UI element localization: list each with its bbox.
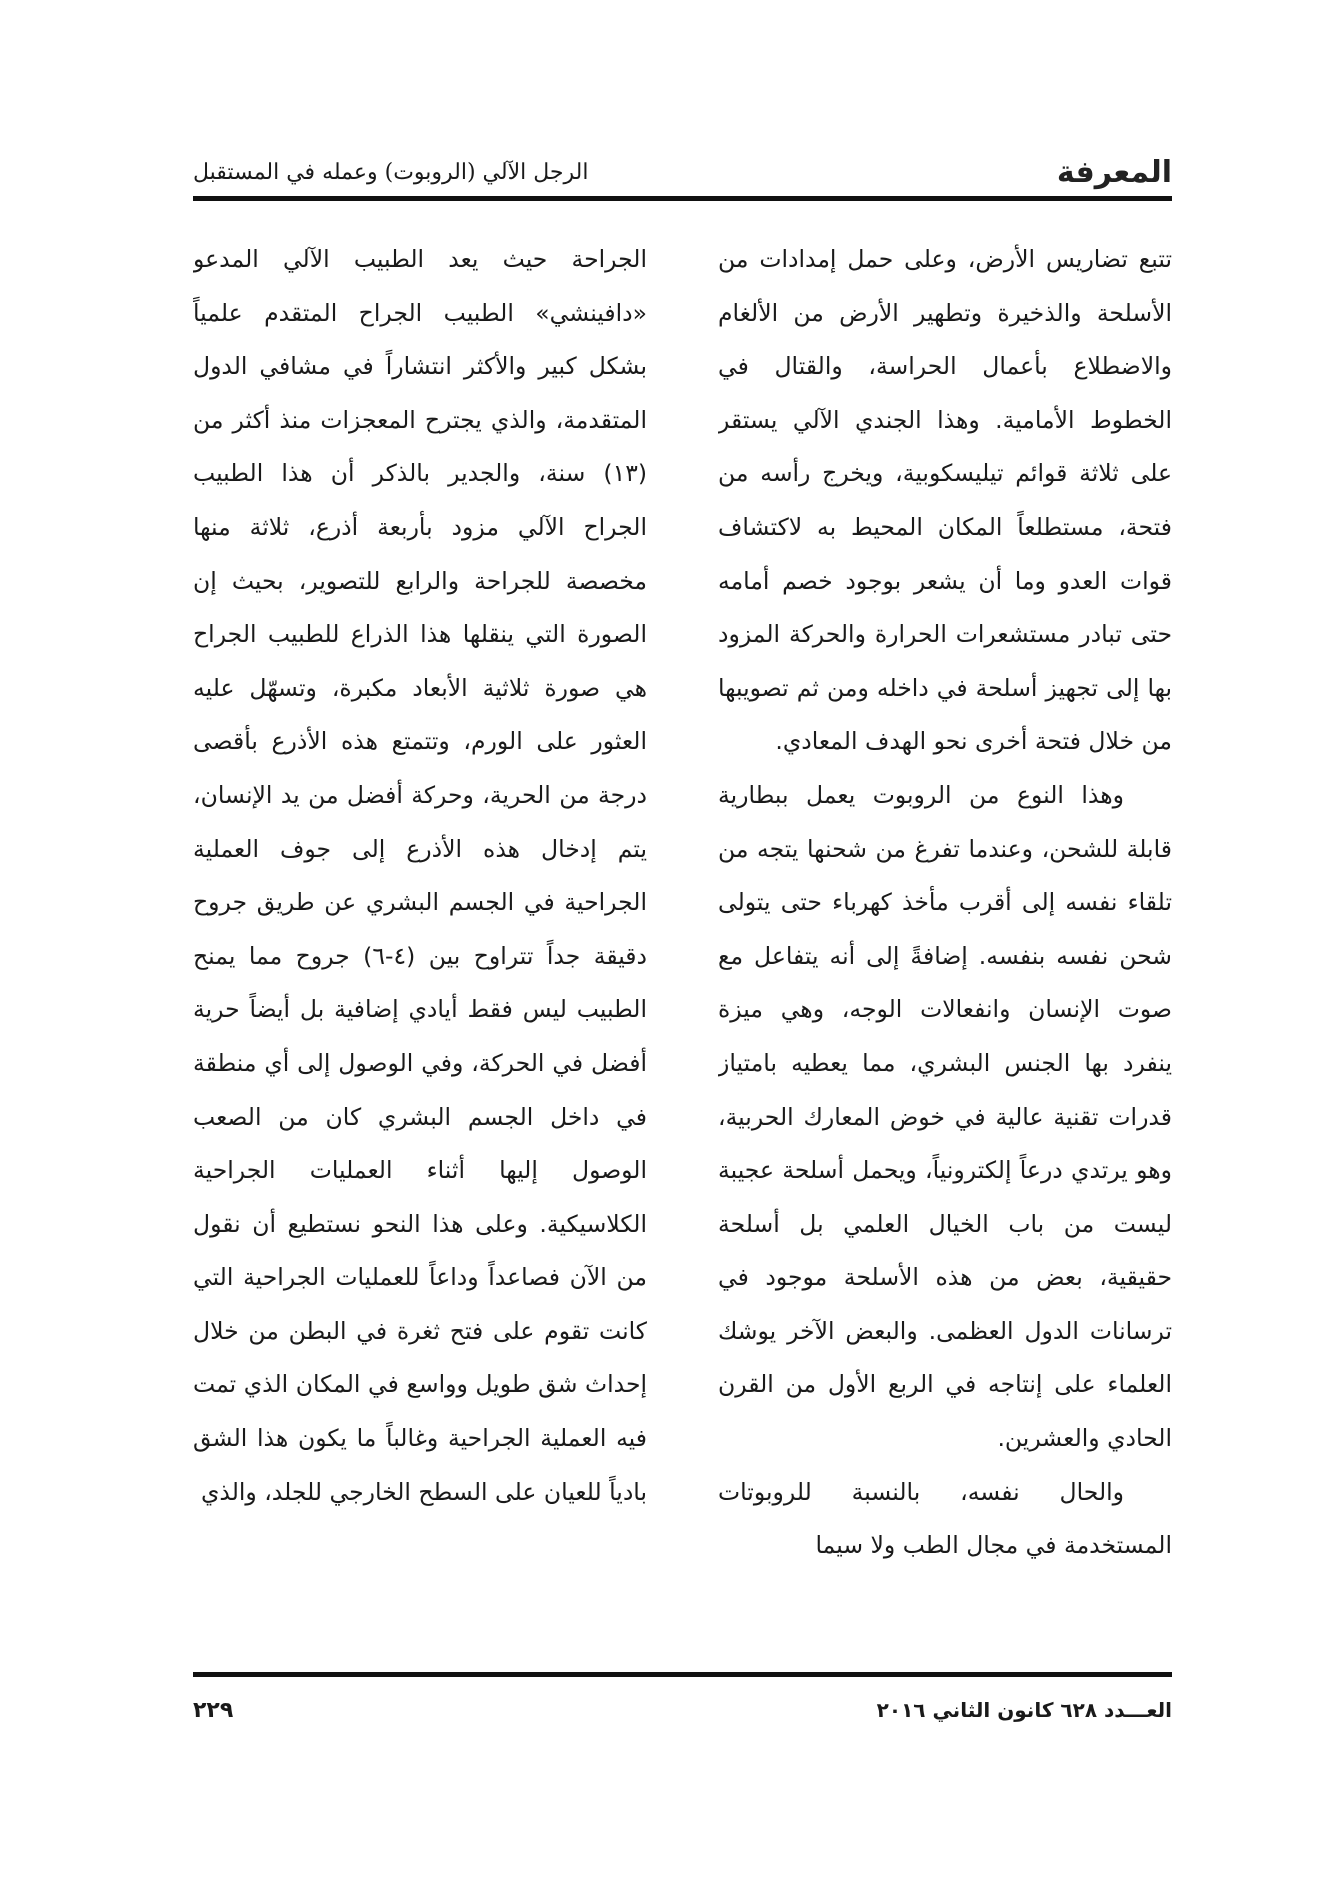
paragraph: تتبع تضاريس الأرض، وعلى حمل إمدادات من الأسلحة والذخيرة وتطهير الأرض من الألغام والاضطلاع بأعمال الحراسة، والقتال في الخطوط الأمامية. وهذا الجندي الآلي يستقر على ثلاثة قوائم تيليسكوبية، ويخرج رأسه من فتحة، مستطلعاً المكان المحيط به لاكتشاف قوات العدو وما أن يشعر بوجود خصم أمامه حتى تبادر مستشعرات الحرارة والحركة المزود بها إلى تجهيز أسلحة في داخله ومن ثم تصويبها من خلال فتحة أخرى نحو الهدف المعادي. — [718, 245, 1172, 756]
page-header — [193, 150, 1172, 194]
text-column-left — [193, 233, 647, 1653]
footer-divider — [193, 1672, 1172, 1677]
page-number: ٢٢٩ — [193, 1697, 234, 1723]
paragraph: وهذا النوع من الروبوت يعمل ببطارية قابلة للشحن، وعندما تفرغ من شحنها يتجه من تلقاء نفسه إلى أقرب مأخذ كهرباء حتى يتولى شحن نفسه بنفسه. إضافةً إلى أنه يتفاعل مع صوت الإنسان وانفعالات الوجه، وهي ميزة ينفرد بها الجنس البشري، مما يعطيه بامتياز قدرات تقنية عالية في خوض المعارك الحربية، وهو يرتدي درعاً إلكترونياً، ويحمل أسلحة عجيبة ليست من باب الخيال العلمي بل أسلحة حقيقية، بعض من هذه الأسلحة موجود في ترسانات الدول العظمى. والبعض الآخر يوشك العلماء على إنتاجه في الربع الأول من القرن الحادي والعشرين. — [718, 780, 1172, 1453]
running-title: الرجل الآلي (الروبوت) وعمله في المستقبل — [193, 159, 589, 185]
page-footer — [193, 1692, 1172, 1728]
header-divider — [193, 196, 1172, 201]
issue-info: العـــدد ٦٢٨ كانون الثاني ٢٠١٦ — [876, 1698, 1172, 1722]
text-column-right — [718, 233, 1172, 1653]
paragraph: والحال نفسه، بالنسبة للروبوتات المستخدمة في مجال الطب ولا سيما — [718, 1477, 1172, 1560]
paragraph: الجراحة حيث يعد الطبيب الآلي المدعو «دافينشي» الطبيب الجراح المتقدم علمياً بشكل كبير والأكثر انتشاراً في مشافي الدول المتقدمة، والذي يجترح المعجزات منذ أكثر من (١٣) سنة، والجدير بالذكر أن هذا الطبيب الجراح الآلي مزود بأربعة أذرع، ثلاثة منها مخصصة للجراحة والرابع للتصوير، بحيث إن الصورة التي ينقلها هذا الذراع للطبيب الجراح هي صورة ثلاثية الأبعاد مكبرة، وتسهّل عليه العثور على الورم، وتتمتع هذه الأذرع بأقصى درجة من الحرية، وحركة أفضل من يد الإنسان، يتم إدخال هذه الأذرع إلى جوف العملية الجراحية في الجسم البشري عن طريق جروح دقيقة جداً تتراوح بين (٤-٦) جروح مما يمنح الطبيب ليس فقط أيادي إضافية بل أيضاً حرية أفضل في الحركة، وفي الوصول إلى أي منطقة في داخل الجسم البشري كان من الصعب الوصول إليها أثناء العمليات الجراحية الكلاسيكية. وعلى هذا النحو نستطيع أن نقول من الآن فصاعداً وداعاً للعمليات الجراحية التي كانت تقوم على فتح ثغرة في البطن من خلال إحداث شق طويل وواسع في المكان الذي تمت فيه العملية الجراحية وغالباً ما يكون هذا الشق بادياً للعيان على السطح الخارجي للجلد، والذي — [193, 245, 647, 1506]
magazine-logo: المعرفة — [1056, 154, 1172, 190]
